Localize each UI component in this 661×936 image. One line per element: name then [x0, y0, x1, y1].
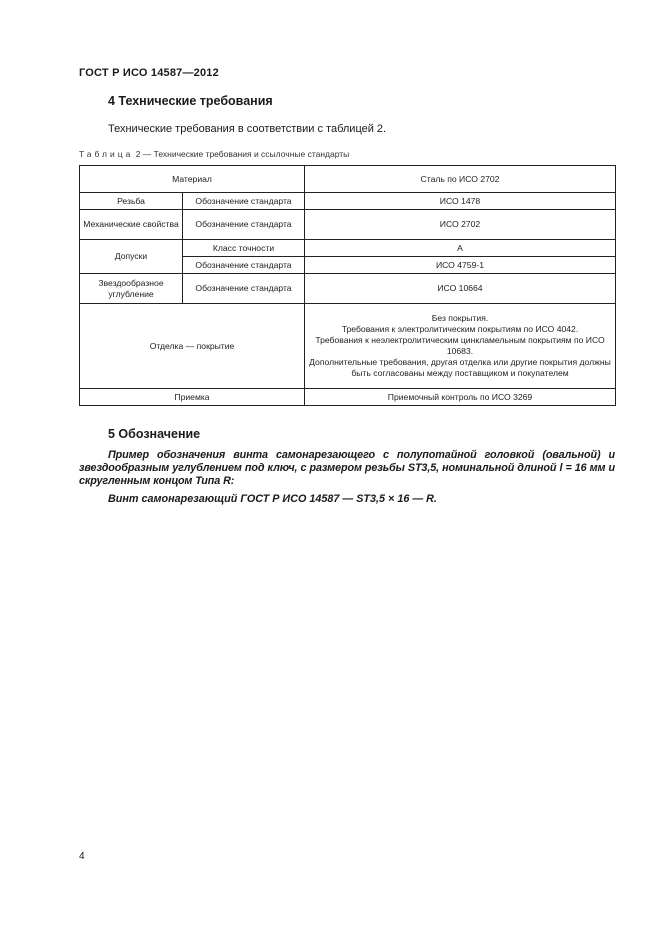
table-caption-prefix: Таблица [79, 149, 134, 159]
table-caption [79, 149, 349, 159]
tol-label: Допуски [80, 240, 183, 274]
finish-value [305, 304, 616, 389]
document-code: ГОСТ Р ИСО 14587—2012 [79, 67, 219, 79]
mech-label: Механические свойства [80, 210, 183, 240]
row-recess [80, 274, 616, 304]
mech-sub: Обозначение стандарта [183, 210, 305, 240]
section-5-heading: 5 Обозначение [108, 427, 201, 441]
header-material: Материал [80, 166, 305, 193]
thread-sub: Обозначение стандарта [183, 193, 305, 210]
table-caption-title: 2 — Технические требования и ссылочные стандарты [133, 149, 350, 159]
table-header-row [80, 166, 616, 193]
requirements-table [79, 165, 616, 406]
tol-value-2: ИСО 4759-1 [305, 257, 616, 274]
row-tol-1 [80, 240, 616, 257]
designation-example: Пример обозначения винта самонарезающего с полупотайной головкой (овальной) и звездообразным углублением под ключ, с размером резьбы ST3,5, номинальной длиной l = 16 мм и скругленным концом Типа R: [79, 449, 615, 488]
section-4-intro: Технические требования в соответствии с таблицей 2. [108, 123, 387, 135]
header-steel: Сталь по ИСО 2702 [305, 166, 616, 193]
recess-value: ИСО 10664 [305, 274, 616, 304]
recess-sub: Обозначение стандарта [183, 274, 305, 304]
row-mech [80, 210, 616, 240]
recess-label: Звездообразное углубление [80, 274, 183, 304]
finish-line-1: Без покрытия. [431, 313, 489, 323]
row-accept [80, 389, 616, 406]
finish-line-4: Дополнительные требования, другая отделка или другие покрытия должны быть согласованы между поставщиком и покупателем [309, 357, 611, 378]
row-finish [80, 304, 616, 389]
row-thread [80, 193, 616, 210]
finish-line-2: Требования к электролитическим покрытиям по ИСО 4042. [341, 324, 579, 334]
tol-sub-2: Обозначение стандарта [183, 257, 305, 274]
finish-line-3: Требования к неэлектролитическим цинкламельным покрытиям по ИСО 10683. [315, 335, 605, 356]
mech-value: ИСО 2702 [305, 210, 616, 240]
accept-label: Приемка [80, 389, 305, 406]
tol-value-1: А [305, 240, 616, 257]
section-4-heading: 4 Технические требования [108, 94, 273, 108]
tol-sub-1: Класс точности [183, 240, 305, 257]
finish-label: Отделка — покрытие [80, 304, 305, 389]
thread-label: Резьба [80, 193, 183, 210]
page-number: 4 [79, 851, 85, 862]
thread-value: ИСО 1478 [305, 193, 616, 210]
accept-value: Приемочный контроль по ИСО 3269 [305, 389, 616, 406]
designation-line: Винт самонарезающий ГОСТ Р ИСО 14587 — ST3,5 × 16 — R. [108, 493, 437, 505]
